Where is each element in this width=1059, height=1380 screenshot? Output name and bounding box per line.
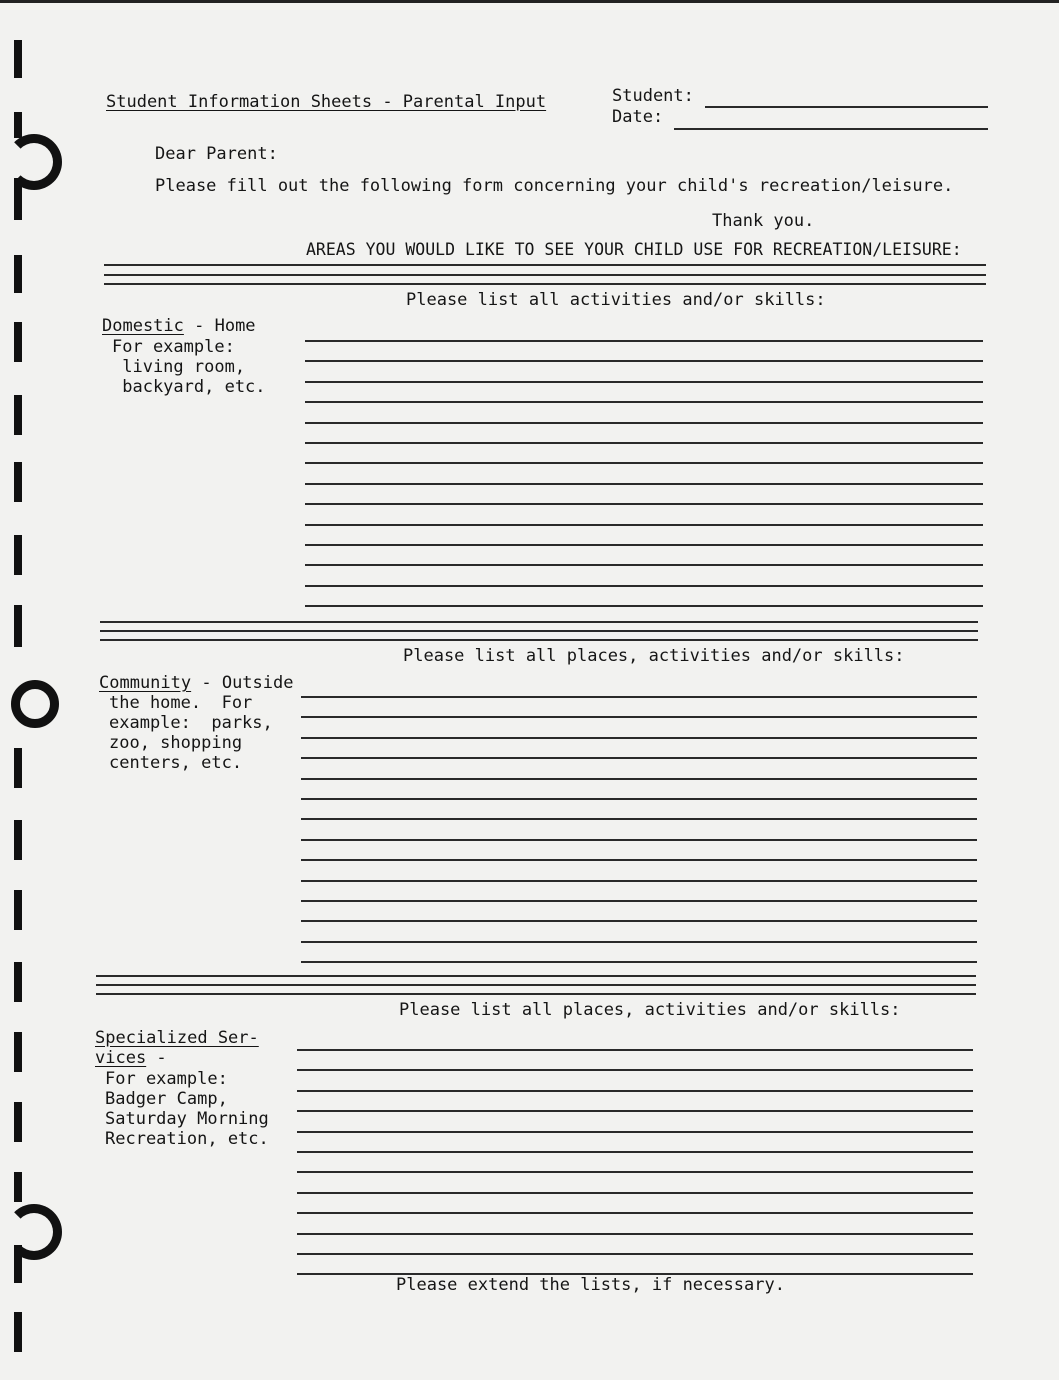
punch-mark xyxy=(14,1245,22,1283)
section-desc-line: centers, etc. xyxy=(109,753,243,773)
date-label: Date: xyxy=(612,107,664,127)
punch-mark xyxy=(14,1172,22,1202)
divider-rule xyxy=(100,630,978,632)
answer-line[interactable] xyxy=(305,544,983,546)
answer-line[interactable] xyxy=(301,900,977,902)
student-label: Student: xyxy=(612,86,694,106)
answer-line[interactable] xyxy=(301,798,977,800)
answer-line[interactable] xyxy=(297,1192,973,1194)
section-desc-line: Recreation, etc. xyxy=(105,1129,269,1149)
section-title-line xyxy=(95,1048,167,1068)
section-title-cont: vices xyxy=(95,1048,147,1068)
section-desc-line: example: parks, xyxy=(109,713,273,733)
answer-line[interactable] xyxy=(305,442,983,444)
section-desc-line: the home. For xyxy=(109,693,253,713)
punch-mark xyxy=(14,890,22,930)
answer-line[interactable] xyxy=(301,961,977,963)
answer-line[interactable] xyxy=(305,483,983,485)
section-desc-line: For example: xyxy=(105,1069,228,1089)
answer-line[interactable] xyxy=(297,1049,973,1051)
answer-line[interactable] xyxy=(305,503,983,505)
student-field[interactable] xyxy=(705,106,988,108)
answer-line[interactable] xyxy=(305,605,983,607)
answer-line[interactable] xyxy=(305,462,983,464)
punch-mark xyxy=(14,748,22,788)
punch-mark xyxy=(14,40,22,78)
page-top-edge xyxy=(0,0,1059,3)
section-desc-line: zoo, shopping xyxy=(109,733,243,753)
section-desc-line: For example: xyxy=(112,337,235,357)
divider-rule xyxy=(104,264,986,266)
punch-mark xyxy=(14,395,22,435)
answer-line[interactable] xyxy=(297,1069,973,1071)
divider-rule xyxy=(96,975,976,977)
punch-mark xyxy=(14,820,22,860)
answer-line[interactable] xyxy=(297,1110,973,1112)
answer-line[interactable] xyxy=(305,585,983,587)
punch-mark xyxy=(14,462,22,502)
punch-mark xyxy=(14,962,22,1002)
areas-heading: AREAS YOU WOULD LIKE TO SEE YOUR CHILD USE FOR RECREATION/LEISURE: xyxy=(306,240,962,259)
answer-line[interactable] xyxy=(301,859,977,861)
punch-mark xyxy=(14,322,22,362)
intro-text: Please fill out the following form concerning your child's recreation/leisure. xyxy=(155,176,954,196)
answer-line[interactable] xyxy=(301,696,977,698)
answer-line[interactable] xyxy=(301,839,977,841)
thanks-text: Thank you. xyxy=(712,211,815,231)
section-desc-line: Saturday Morning xyxy=(105,1109,269,1129)
divider-rule xyxy=(96,984,976,986)
answer-line[interactable] xyxy=(301,941,977,943)
punch-mark xyxy=(14,1312,22,1352)
divider-rule xyxy=(104,283,986,285)
answer-line[interactable] xyxy=(305,381,983,383)
punch-mark xyxy=(14,605,22,647)
answer-line[interactable] xyxy=(297,1151,973,1153)
punch-mark xyxy=(14,112,22,138)
section-title-rest: - Home xyxy=(183,316,256,336)
divider-rule xyxy=(96,993,976,995)
answer-line[interactable] xyxy=(305,401,983,403)
answer-line[interactable] xyxy=(297,1253,973,1255)
answer-line[interactable] xyxy=(297,1233,973,1235)
answer-line[interactable] xyxy=(305,524,983,526)
punch-mark xyxy=(14,1032,22,1072)
divider-rule xyxy=(100,639,978,641)
section-title-line xyxy=(99,673,293,693)
answer-line[interactable] xyxy=(301,818,977,820)
answer-line[interactable] xyxy=(305,340,983,342)
section-prompt: Please list all places, activities and/or skills: xyxy=(403,646,905,666)
binder-hole xyxy=(11,680,59,728)
answer-line[interactable] xyxy=(301,716,977,718)
answer-line[interactable] xyxy=(305,564,983,566)
punch-mark xyxy=(14,178,22,220)
answer-line[interactable] xyxy=(297,1090,973,1092)
section-title: Community xyxy=(99,673,192,693)
answer-line[interactable] xyxy=(301,880,977,882)
answer-line[interactable] xyxy=(305,422,983,424)
section-title-rest: - xyxy=(146,1048,167,1068)
section-desc-line: Badger Camp, xyxy=(105,1089,228,1109)
answer-line[interactable] xyxy=(301,778,977,780)
date-field[interactable] xyxy=(674,128,988,130)
answer-line[interactable] xyxy=(297,1131,973,1133)
section-title: Specialized Ser- xyxy=(95,1028,259,1048)
divider-rule xyxy=(100,621,978,623)
punch-mark xyxy=(14,255,22,293)
answer-line[interactable] xyxy=(297,1212,973,1214)
answer-line[interactable] xyxy=(301,757,977,759)
section-desc-line: living room, xyxy=(112,357,246,377)
section-desc-line: backyard, etc. xyxy=(112,377,266,397)
section-title-rest: - Outside xyxy=(191,673,294,693)
punch-mark xyxy=(14,535,22,575)
divider-rule xyxy=(104,274,986,276)
footer-note: Please extend the lists, if necessary. xyxy=(396,1275,785,1295)
section-prompt: Please list all activities and/or skills: xyxy=(406,290,826,310)
answer-line[interactable] xyxy=(305,360,983,362)
form-title: Student Information Sheets - Parental Input xyxy=(106,92,547,112)
answer-line[interactable] xyxy=(301,920,977,922)
section-prompt: Please list all places, activities and/or skills: xyxy=(399,1000,901,1020)
answer-line[interactable] xyxy=(301,737,977,739)
punch-mark xyxy=(14,1102,22,1142)
answer-line[interactable] xyxy=(297,1171,973,1173)
section-title-line xyxy=(102,316,256,336)
greeting: Dear Parent: xyxy=(155,144,278,164)
section-title: Domestic xyxy=(102,316,184,336)
